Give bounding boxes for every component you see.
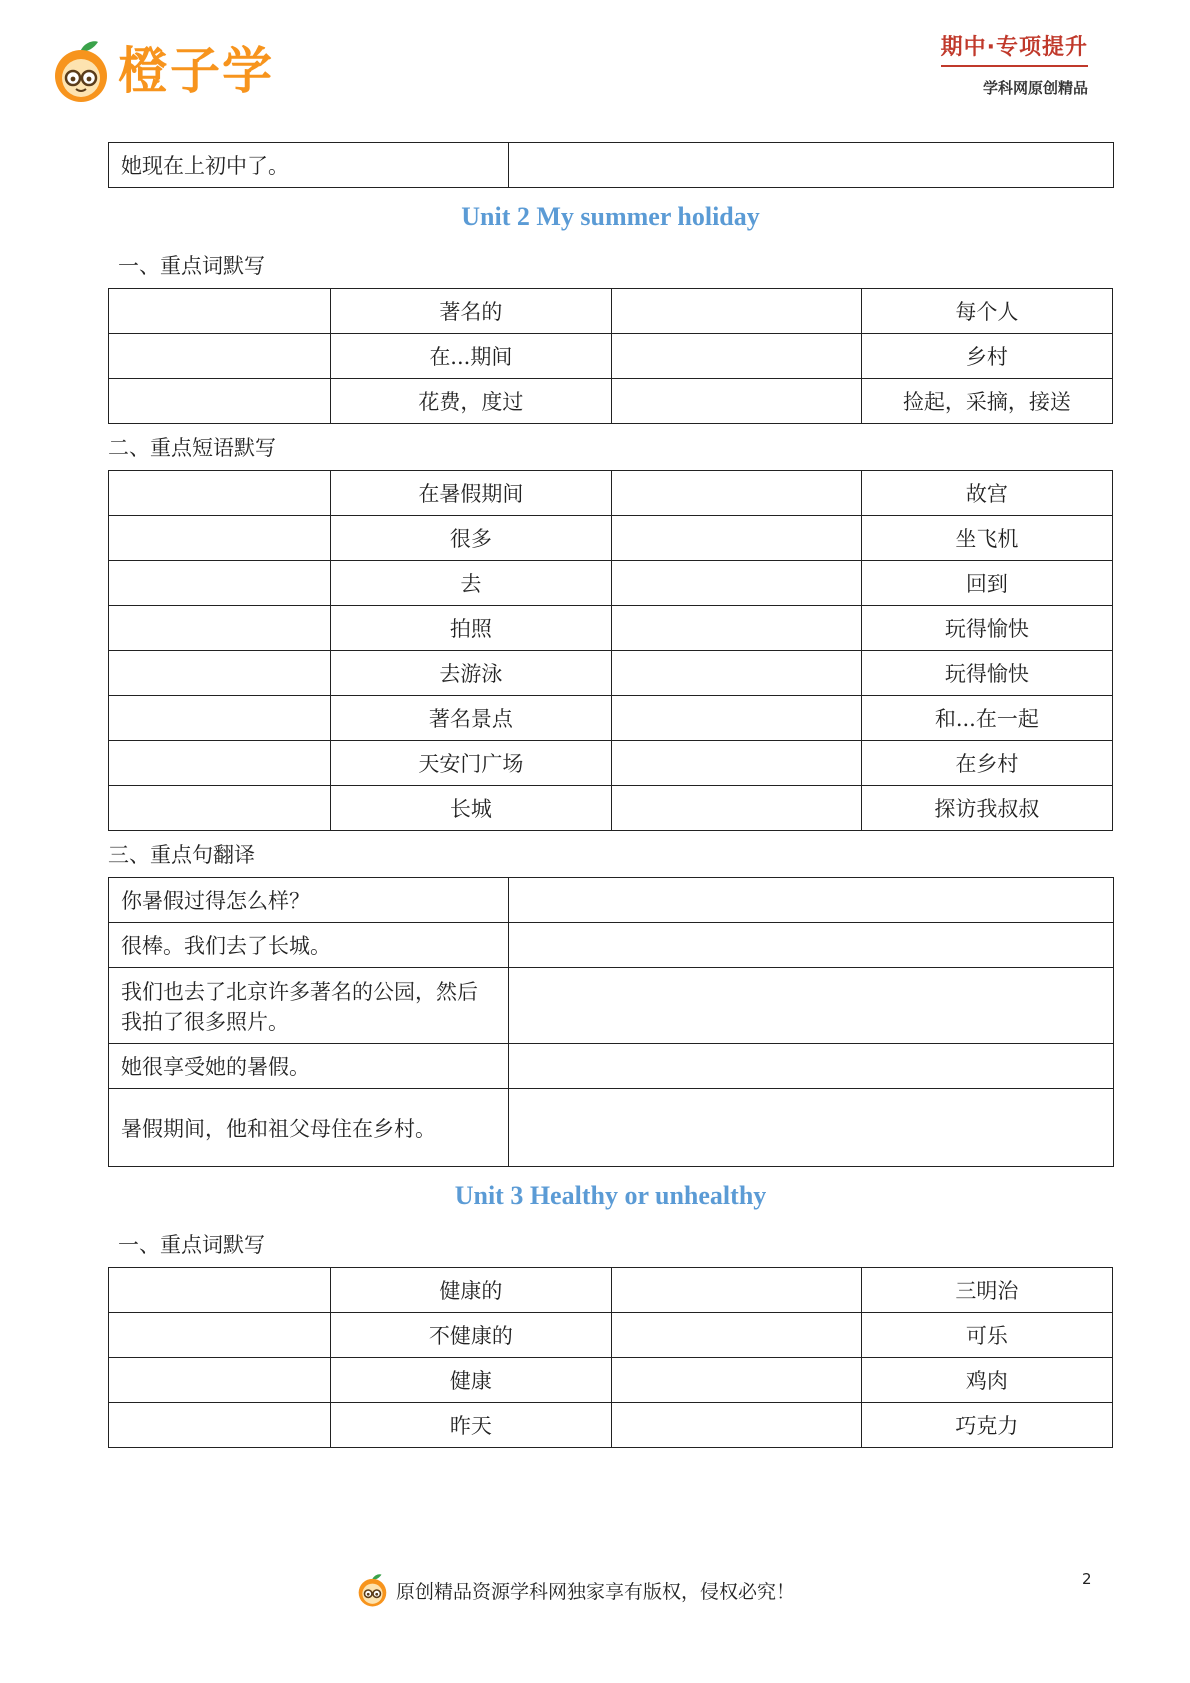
term-cell: 巧克力 [861, 1403, 1112, 1448]
term-cell: 昨天 [331, 1403, 611, 1448]
answer-blank[interactable] [109, 289, 331, 334]
answer-blank[interactable] [611, 561, 861, 606]
answer-blank[interactable] [611, 786, 861, 831]
unit2-word-table [108, 288, 1113, 424]
answer-blank[interactable] [611, 471, 861, 516]
term-cell: 去游泳 [331, 651, 611, 696]
answer-blank[interactable] [109, 1313, 331, 1358]
term-cell: 去 [331, 561, 611, 606]
table-row [109, 1358, 1113, 1403]
table-row [109, 606, 1113, 651]
term-cell: 捡起，采摘，接送 [861, 379, 1112, 424]
sentence-prompt: 很棒。我们去了长城。 [109, 923, 509, 968]
page-footer [356, 1572, 795, 1608]
table-row [109, 334, 1113, 379]
answer-blank[interactable] [109, 471, 331, 516]
answer-blank[interactable] [509, 923, 1114, 968]
table-row [109, 561, 1113, 606]
answer-blank[interactable] [109, 1268, 331, 1313]
answer-blank[interactable] [611, 1313, 861, 1358]
term-cell: 每个人 [861, 289, 1112, 334]
table-row [109, 471, 1113, 516]
term-cell: 探访我叔叔 [861, 786, 1112, 831]
term-cell: 故宫 [861, 471, 1112, 516]
table-row [109, 1313, 1113, 1358]
term-cell: 长城 [331, 786, 611, 831]
section-heading: 三、重点句翻译 [108, 843, 255, 867]
answer-blank[interactable] [509, 1089, 1114, 1167]
answer-blank[interactable] [109, 651, 331, 696]
answer-blank[interactable] [109, 516, 331, 561]
answer-blank[interactable] [509, 968, 1114, 1044]
term-cell: 在乡村 [861, 741, 1112, 786]
orange-mascot-icon [356, 1572, 390, 1608]
answer-blank[interactable] [611, 516, 861, 561]
brand-logo [50, 38, 274, 104]
table-row [109, 968, 1114, 1044]
orange-mascot-icon [50, 38, 114, 104]
term-cell: 花费，度过 [331, 379, 611, 424]
answer-blank[interactable] [611, 1268, 861, 1313]
answer-blank[interactable] [109, 696, 331, 741]
term-cell: 乡村 [861, 334, 1112, 379]
section-heading: 一、重点词默写 [118, 254, 265, 278]
sentence-prompt: 她现在上初中了。 [109, 143, 509, 188]
brand-title: 期中·专项提升 [941, 30, 1088, 67]
term-cell: 在暑假期间 [331, 471, 611, 516]
term-cell: 在...期间 [331, 334, 611, 379]
answer-blank[interactable] [509, 143, 1114, 188]
term-cell: 健康的 [331, 1268, 611, 1313]
sentence-prompt: 我们也去了北京许多著名的公园，然后我拍了很多照片。 [109, 968, 509, 1044]
term-cell: 不健康的 [331, 1313, 611, 1358]
unit2-sentence-table [108, 877, 1114, 1167]
sentence-prompt: 暑假期间，他和祖父母住在乡村。 [109, 1089, 509, 1167]
table-row [109, 786, 1113, 831]
answer-blank[interactable] [611, 651, 861, 696]
term-cell: 和...在一起 [861, 696, 1112, 741]
answer-blank[interactable] [109, 786, 331, 831]
answer-blank[interactable] [109, 606, 331, 651]
brand-badge [941, 30, 1088, 98]
term-cell: 坐飞机 [861, 516, 1112, 561]
answer-blank[interactable] [109, 741, 331, 786]
table-row [109, 516, 1113, 561]
table-row [109, 289, 1113, 334]
section-heading: 二、重点短语默写 [108, 436, 276, 460]
unit3-word-table [108, 1267, 1113, 1448]
term-cell: 鸡肉 [861, 1358, 1112, 1403]
term-cell: 健康 [331, 1358, 611, 1403]
term-cell: 著名景点 [331, 696, 611, 741]
page-number: 2 [1082, 1570, 1092, 1588]
sentence-prompt: 你暑假过得怎么样？ [109, 878, 509, 923]
table-row [109, 878, 1114, 923]
term-cell: 天安门广场 [331, 741, 611, 786]
table-row [109, 1268, 1113, 1313]
brand-subtitle: 学科网原创精品 [982, 79, 1088, 97]
section-heading: 一、重点词默写 [118, 1233, 265, 1257]
unit-title: Unit 3 Healthy or unhealthy [454, 1181, 767, 1210]
answer-blank[interactable] [109, 1358, 331, 1403]
term-cell: 三明治 [861, 1268, 1112, 1313]
table-row [109, 741, 1113, 786]
answer-blank[interactable] [611, 379, 861, 424]
table-row [109, 1089, 1114, 1167]
term-cell: 玩得愉快 [861, 606, 1112, 651]
answer-blank[interactable] [109, 334, 331, 379]
table-row [109, 143, 1114, 188]
logo-text: 橙子学 [118, 42, 274, 100]
worksheet-content [108, 142, 1113, 1448]
answer-blank[interactable] [611, 696, 861, 741]
answer-blank[interactable] [109, 379, 331, 424]
page-header [0, 0, 1190, 130]
unit2-phrase-table [108, 470, 1113, 831]
table-row [109, 379, 1113, 424]
answer-blank[interactable] [611, 1358, 861, 1403]
term-cell: 拍照 [331, 606, 611, 651]
answer-blank[interactable] [509, 1044, 1114, 1089]
table-row [109, 1044, 1114, 1089]
top-sentence-table [108, 142, 1114, 188]
table-row [109, 1403, 1113, 1448]
answer-blank[interactable] [611, 741, 861, 786]
answer-blank[interactable] [611, 334, 861, 379]
answer-blank[interactable] [509, 878, 1114, 923]
sentence-prompt: 她很享受她的暑假。 [109, 1044, 509, 1089]
term-cell: 玩得愉快 [861, 651, 1112, 696]
term-cell: 可乐 [861, 1313, 1112, 1358]
table-row [109, 651, 1113, 696]
table-row [109, 923, 1114, 968]
term-cell: 回到 [861, 561, 1112, 606]
term-cell: 著名的 [331, 289, 611, 334]
copyright-text: 原创精品资源学科网独家享有版权，侵权必究！ [396, 1580, 796, 1603]
unit-title: Unit 2 My summer holiday [461, 202, 760, 231]
answer-blank[interactable] [611, 289, 861, 334]
answer-blank[interactable] [611, 606, 861, 651]
table-row [109, 696, 1113, 741]
answer-blank[interactable] [611, 1403, 861, 1448]
term-cell: 很多 [331, 516, 611, 561]
answer-blank[interactable] [109, 561, 331, 606]
answer-blank[interactable] [109, 1403, 331, 1448]
